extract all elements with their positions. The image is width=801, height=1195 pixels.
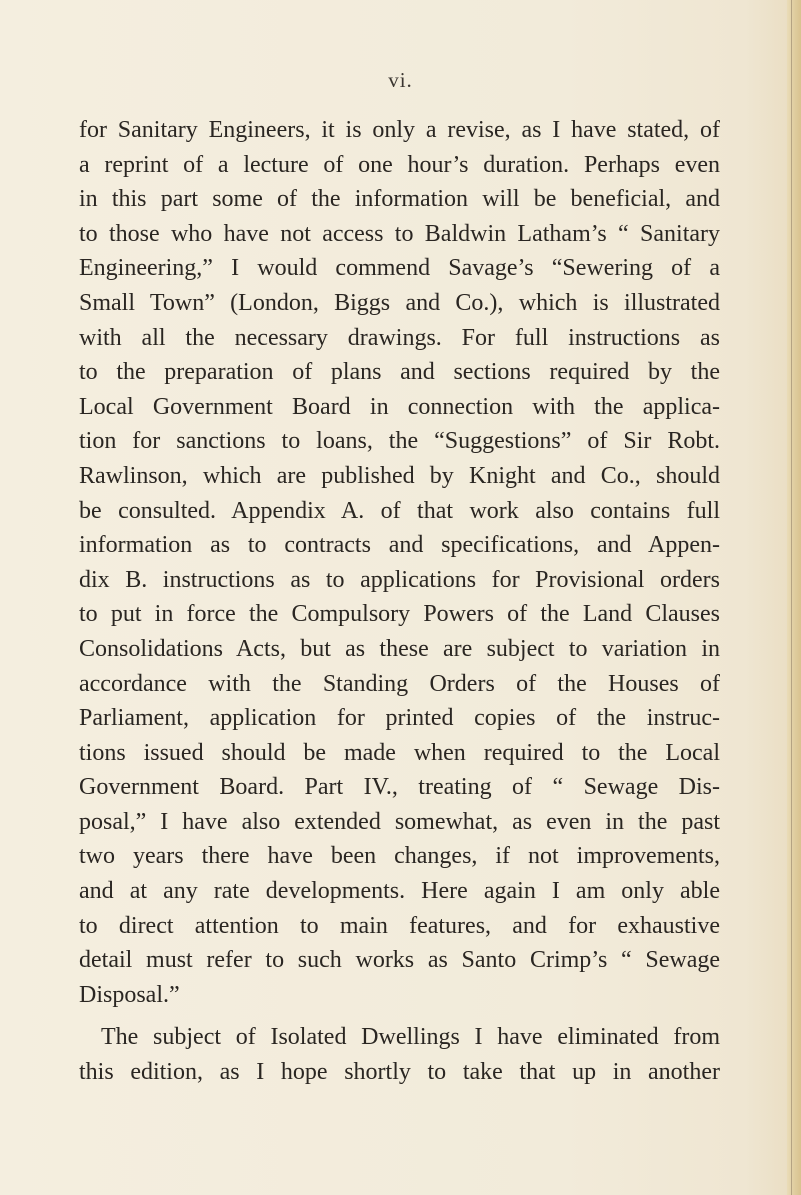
paragraph-2 (79, 1020, 720, 1089)
page-edge-line (791, 0, 792, 1195)
text-line: to those who have not access to Baldwin Latham’s “ Sanitary (79, 220, 720, 247)
text-line: to direct attention to main features, and for exhaustive (79, 912, 720, 939)
text-line: Consolidations Acts, but as these are subject to variation in (79, 635, 720, 662)
text-line: for Sanitary Engineers, it is only a revise, as I have stated, of (79, 117, 720, 143)
text-line: detail must refer to such works as Santo Crimp’s “ Sewage (79, 947, 720, 974)
body-text (79, 113, 720, 1090)
text-line: two years there have been changes, if not improvements, (79, 843, 720, 870)
text-line: Parliament, application for printed copies of the instruc- (79, 705, 720, 732)
text-line: Rawlinson, which are published by Knight and Co., should (79, 462, 720, 489)
text-line: Small Town” (London, Biggs and Co.), which is illustrated (79, 289, 720, 316)
text-line: tions issued should be made when required to the Local (79, 739, 720, 766)
text-line: Disposal.” (79, 981, 180, 1008)
text-line: and at any rate developments. Here again I am only able (79, 878, 720, 905)
page-edge (787, 0, 801, 1195)
text-line: to the preparation of plans and sections required by the (79, 359, 720, 386)
text-line: dix B. instructions as to applications for Provisional orders (79, 566, 720, 593)
text-line: tion for sanctions to loans, the “Suggestions” of Sir Robt. (79, 428, 720, 455)
text-line: Government Board. Part IV., treating of “ Sewage Dis- (79, 774, 720, 801)
text-line: The subject of Isolated Dwellings I have eliminated from (101, 1024, 720, 1051)
text-line: Engineering,” I would commend Savage’s “Sewering of a (79, 255, 720, 282)
text-line: in this part some of the information will be beneficial, and (79, 186, 720, 213)
text-line: with all the necessary drawings. For full instructions as (79, 324, 720, 351)
text-line: to put in force the Compulsory Powers of the Land Clauses (79, 601, 720, 628)
text-line: a reprint of a lecture of one hour’s duration. Perhaps even (79, 151, 720, 178)
text-line: accordance with the Standing Orders of the Houses of (79, 670, 720, 697)
text-line: information as to contracts and specifications, and Appen- (79, 532, 720, 559)
text-line: posal,” I have also extended somewhat, as even in the past (79, 808, 720, 835)
text-line: this edition, as I hope shortly to take that up in another (79, 1059, 720, 1086)
text-line: Local Government Board in connection with the applica- (79, 393, 720, 420)
text-line: be consulted. Appendix A. of that work also contains full (79, 497, 720, 524)
paragraph-1 (79, 113, 720, 1012)
page-number: vi. (388, 68, 413, 92)
paragraph-gap (79, 1012, 720, 1020)
